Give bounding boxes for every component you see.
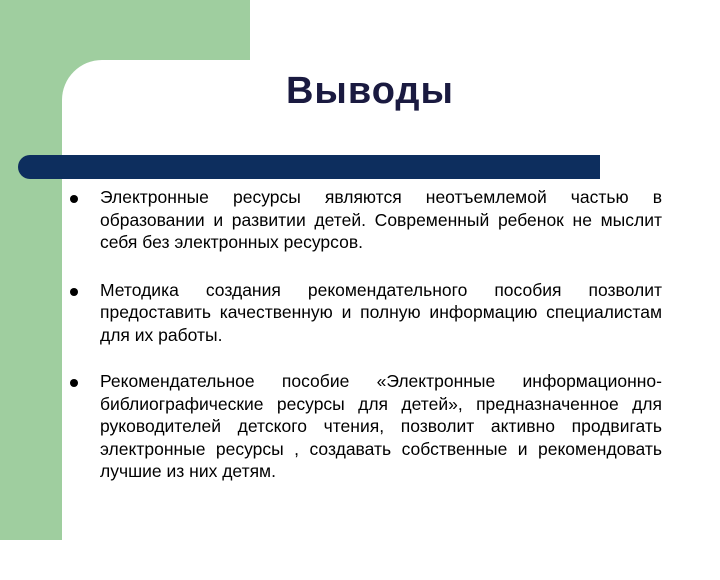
bullet-dot-icon xyxy=(70,379,78,387)
title-divider-bar xyxy=(18,155,600,179)
bullet-dot-icon xyxy=(70,288,78,296)
bullet-item-1 xyxy=(62,186,662,254)
slide-title: Выводы xyxy=(285,70,455,112)
bullet-item-3 xyxy=(62,370,662,483)
bullet-text-2: Методика создания рекомендательного пособия позволит предоставить качественную и полную информацию специалистам для их работы. xyxy=(100,279,662,345)
bullet-text-1: Электронные ресурсы являются неотъемлемой частью в образовании и развитии детей. Современный ребенок не мыслит себя без электронных ресурсов. xyxy=(100,187,662,252)
bullet-list xyxy=(62,186,662,508)
bullet-dot-icon xyxy=(70,195,78,203)
bullet-item-2 xyxy=(62,279,662,347)
bullet-text-3: Рекомендательное пособие «Электронные информационно-библиографические ресурсы для детей», предназначенное для руководителей детского чтения, позволит активно продвигать электронные ресурсы , создавать собственные и рекомендовать лучшие из них детям. xyxy=(100,371,662,481)
side-decoration xyxy=(0,0,62,540)
